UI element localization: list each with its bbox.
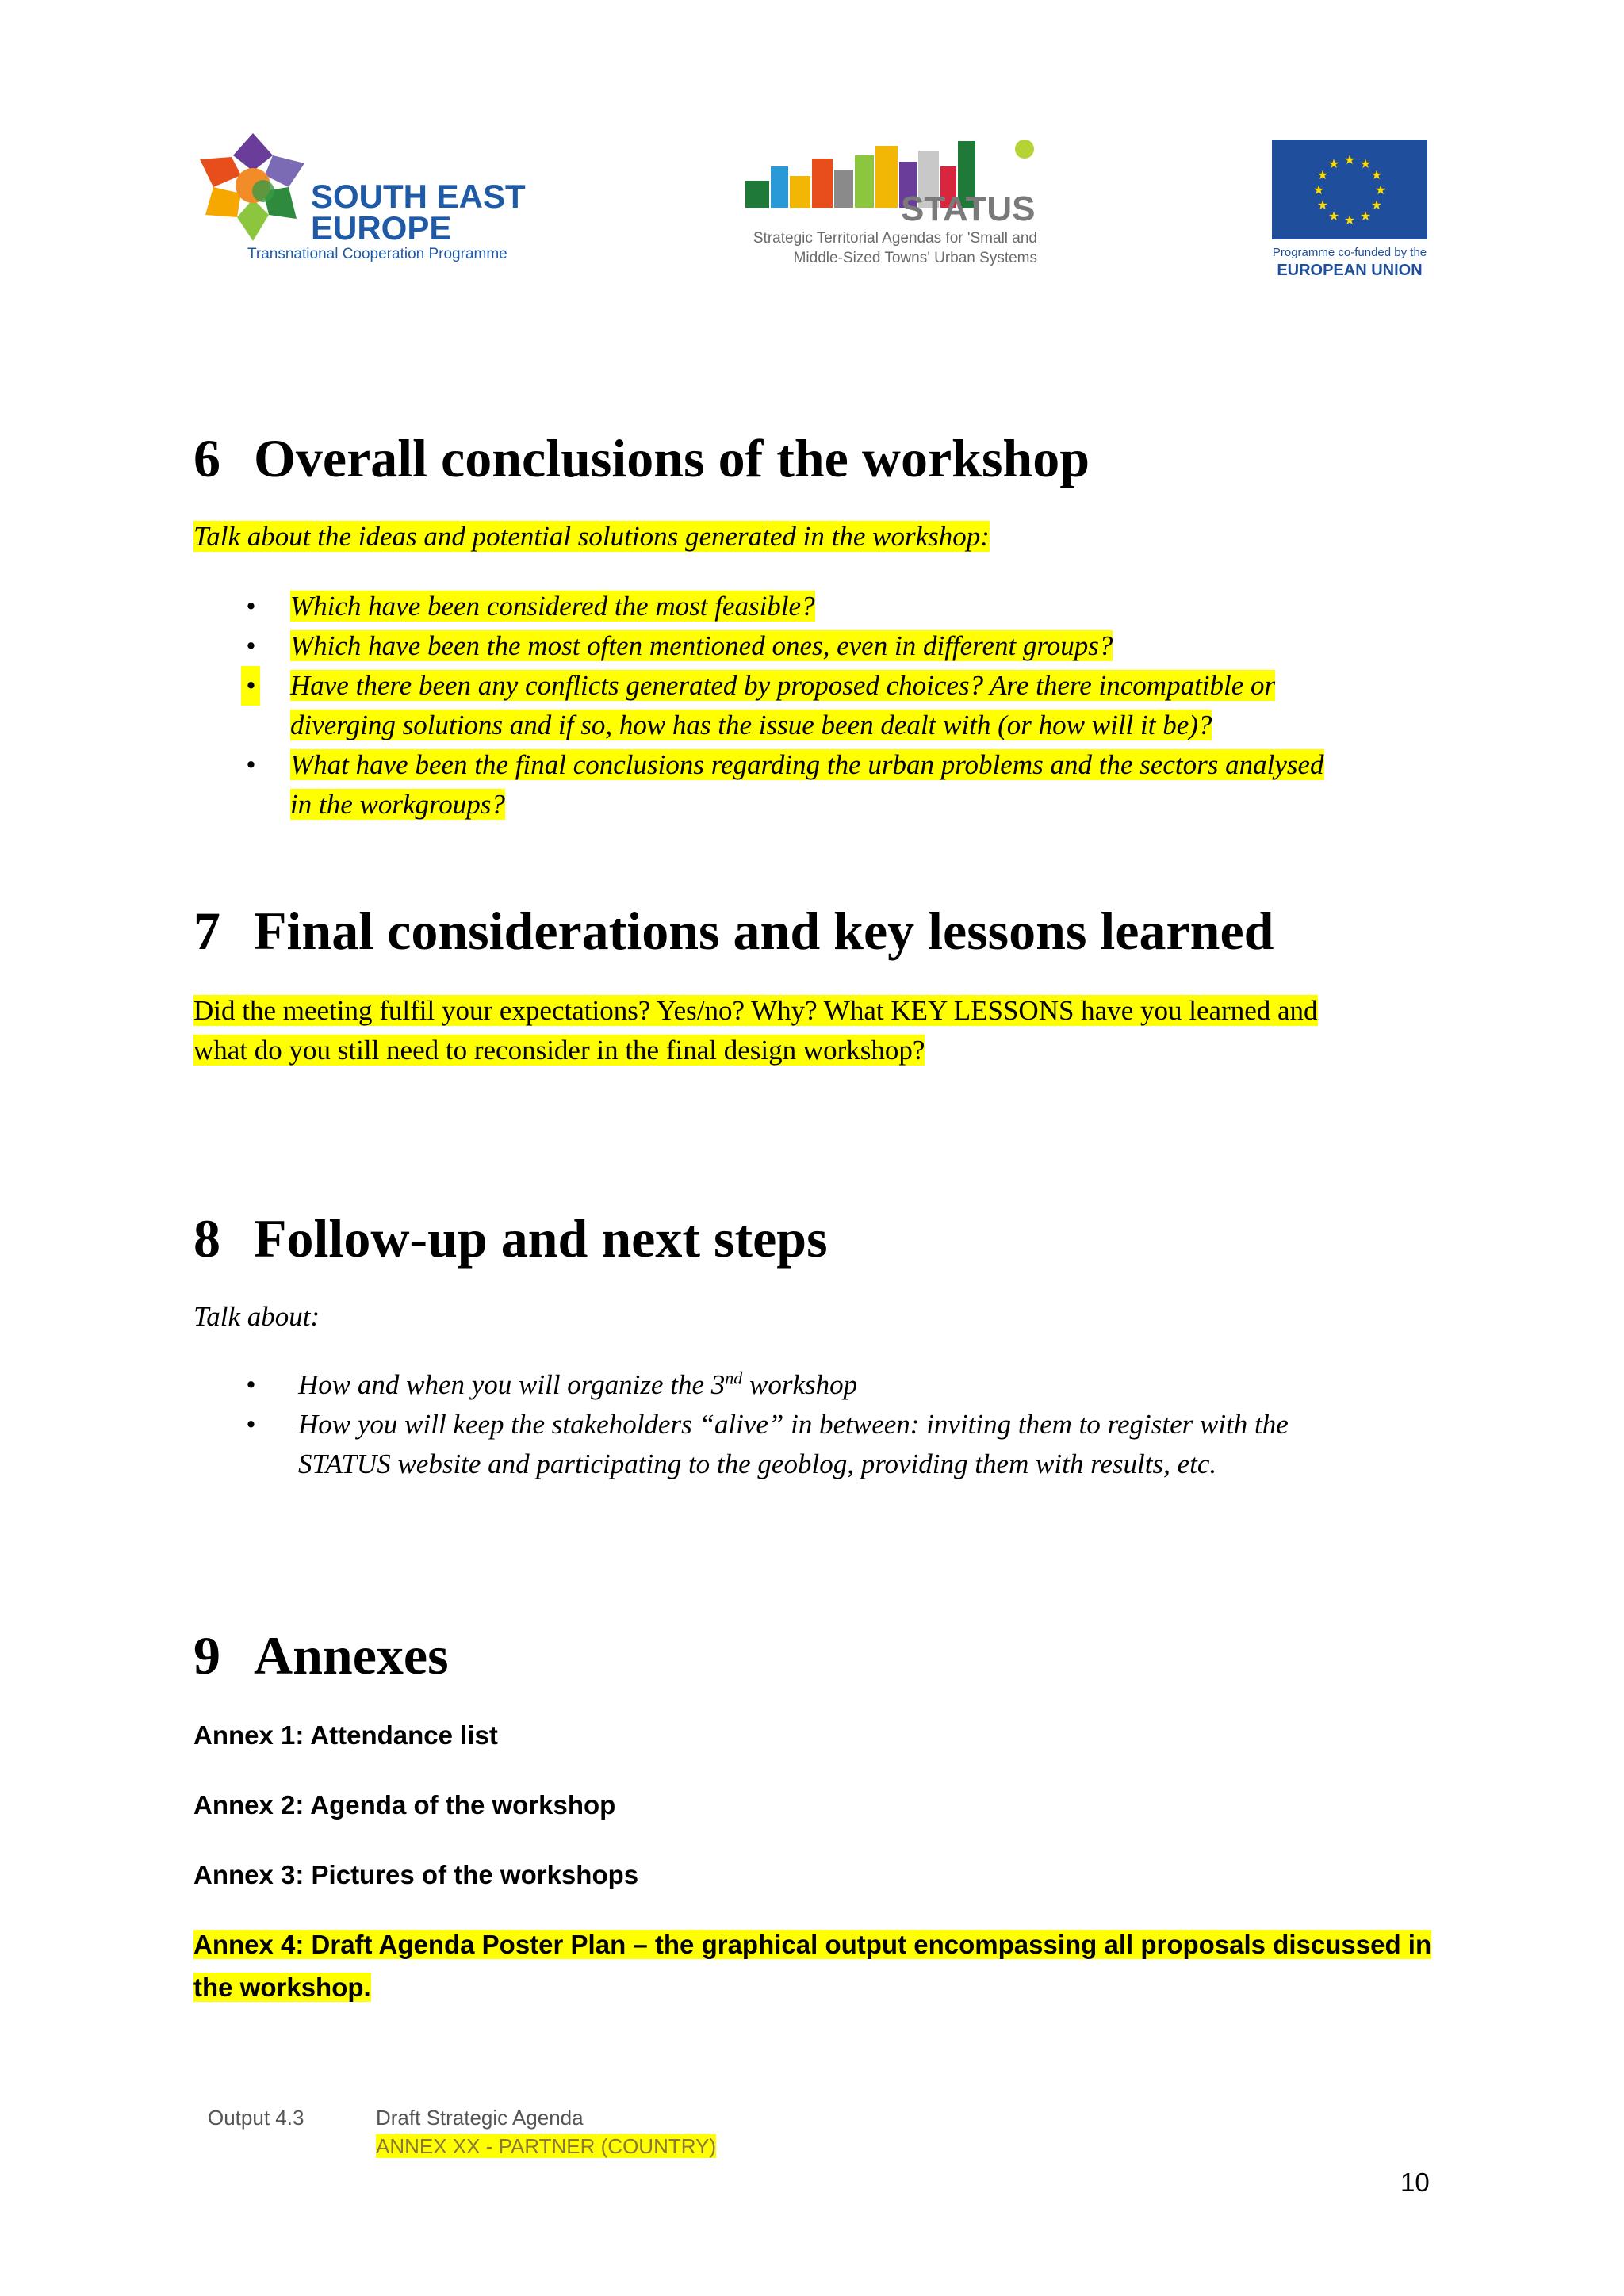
annex-1: Annex 1: Attendance list bbox=[193, 1720, 498, 1750]
eu-logo bbox=[1272, 140, 1431, 282]
eu-logo-line2: EUROPEAN UNION bbox=[1277, 262, 1423, 279]
see-logo-line2: EUROPE bbox=[311, 209, 452, 247]
section-title: Annexes bbox=[254, 1625, 449, 1686]
svg-text:★: ★ bbox=[1359, 209, 1372, 224]
svg-text:★: ★ bbox=[1370, 197, 1383, 212]
list-item: • How and when you will organize the 3nd workshop bbox=[246, 1368, 858, 1400]
section-8-intro: Talk about: bbox=[193, 1301, 320, 1332]
section-title: Follow-up and next steps bbox=[254, 1208, 828, 1269]
svg-text:★: ★ bbox=[1327, 209, 1340, 224]
list-item: • Have there been any conflicts generated by proposed choices? Are there incompatible or bbox=[193, 666, 1324, 706]
list-item-continuation: in the workgroups? bbox=[290, 789, 505, 820]
eu-logo-line1: Programme co-funded by the bbox=[1272, 246, 1427, 259]
section-6-intro: Talk about the ideas and potential solutions generated in the workshop: bbox=[193, 521, 990, 552]
south-east-europe-logo bbox=[193, 132, 527, 271]
list-item-continuation: diverging solutions and if so, how has the issue been dealt with (or how will it be)? bbox=[290, 710, 1212, 740]
svg-text:★: ★ bbox=[1374, 182, 1387, 197]
status-logo-line2: Middle-Sized Towns' Urban Systems bbox=[793, 250, 1037, 266]
list-item: • Which have been considered the most feasible? bbox=[246, 591, 815, 622]
svg-text:★: ★ bbox=[1327, 156, 1340, 171]
see-flower-icon bbox=[193, 132, 312, 243]
section-number: 7 bbox=[193, 901, 220, 961]
svg-text:★: ★ bbox=[1370, 167, 1383, 182]
annex-2: Annex 2: Agenda of the workshop bbox=[193, 1790, 616, 1820]
annex-3: Annex 3: Pictures of the workshops bbox=[193, 1860, 639, 1889]
status-logo bbox=[742, 135, 1044, 285]
list-item: • How you will keep the stakeholders “alive” in between: inviting them to register with the bbox=[246, 1409, 1289, 1440]
list-item: • Which have been the most often mentioned ones, even in different groups? bbox=[246, 630, 1113, 661]
status-skyline-icon bbox=[742, 135, 1044, 230]
svg-text:★: ★ bbox=[1359, 156, 1372, 171]
footer-annex: ANNEX XX - PARTNER (COUNTRY) bbox=[376, 2134, 717, 2158]
svg-text:★: ★ bbox=[1316, 167, 1329, 182]
svg-text:★: ★ bbox=[1343, 152, 1356, 167]
svg-text:★: ★ bbox=[1343, 212, 1356, 228]
status-logo-line1: Strategic Territorial Agendas for 'Small and bbox=[753, 230, 1037, 247]
section-title: Final considerations and key lessons learned bbox=[254, 901, 1274, 961]
section-number: 6 bbox=[193, 428, 220, 488]
section-title: Overall conclusions of the workshop bbox=[254, 428, 1090, 488]
footer-doc-title: Draft Strategic Agenda bbox=[376, 2106, 584, 2130]
see-logo-line3: Transnational Cooperation Programme bbox=[247, 246, 508, 262]
annex-4: Annex 4: Draft Agenda Poster Plan – the graphical output encompassing all proposals discussed in the workshop. bbox=[193, 1930, 1432, 2002]
svg-text:★: ★ bbox=[1312, 182, 1325, 197]
section-number: 9 bbox=[193, 1625, 220, 1686]
section-6-heading bbox=[193, 427, 1090, 490]
section-7-paragraph: Did the meeting fulfil your expectations? Yes/no? Why? What KEY LESSONS have you learned and what do you still need to reconsider in the final design workshop? bbox=[193, 995, 1318, 1066]
section-9-heading bbox=[193, 1624, 449, 1687]
section-8-heading bbox=[193, 1207, 828, 1270]
section-8-bullets bbox=[193, 1365, 1289, 1484]
page-number: 10 bbox=[1400, 2168, 1430, 2197]
list-item-continuation: STATUS website and participating to the geoblog, providing them with results, etc. bbox=[298, 1448, 1217, 1479]
list-item: • What have been the final conclusions regarding the urban problems and the sectors analysed bbox=[246, 749, 1324, 780]
svg-text:★: ★ bbox=[1316, 197, 1329, 212]
eu-flag-icon bbox=[1272, 140, 1427, 239]
section-number: 8 bbox=[193, 1208, 220, 1269]
footer-output: Output 4.3 bbox=[208, 2106, 304, 2130]
section-7-heading bbox=[193, 899, 1274, 962]
see-logo-line1: SOUTH EAST bbox=[311, 178, 526, 215]
svg-text:STATUS: STATUS bbox=[901, 189, 1036, 228]
section-6-bullets bbox=[193, 587, 1324, 825]
